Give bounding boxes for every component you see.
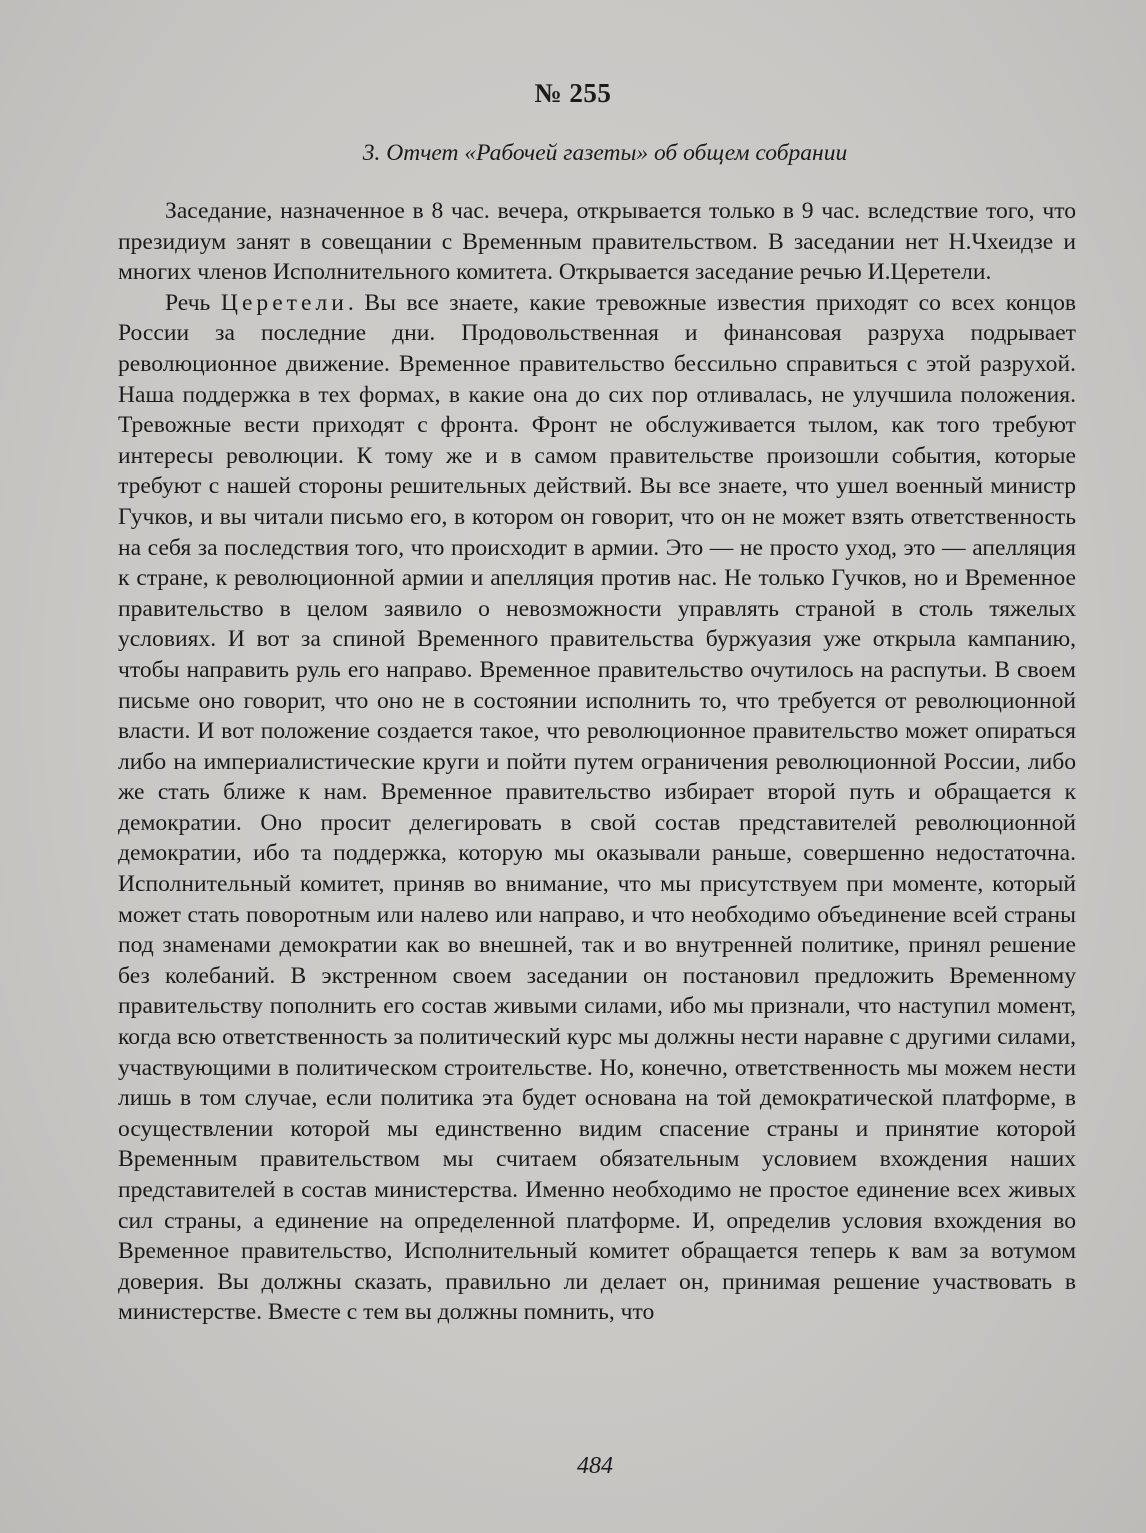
paragraph-2-intro: Речь	[165, 289, 211, 316]
document-subtitle: 3. Отчет «Рабочей газеты» об общем собрании	[362, 140, 848, 166]
page-number: 484	[577, 1453, 613, 1479]
paragraph-2-text: . Вы все знаете, какие тревожные известия приходят со всех концов России за последние дни. Продовольственная и финансовая разруха подрывает революционное движение. Временное правительство бессильно справиться с этой разрухой. Наша поддержка в тех формах, в какие она до сих пор отливалась, не улучшила положения. Тревожные вести приходят с фронта. Фронт не обслуживается тылом, как того требуют интересы революции. К тому же и в самом правительстве произошли события, которые требуют с нашей стороны решительных действий. Вы все знаете, что ушел военный министр Гучков, и вы читали письмо его, в котором он говорит, что он не может взять ответственность на себя за последствия того, что происходит в армии. Это — не просто уход, это — апелляция к стране, к революционной армии и апелляция против нас. Не только Гучков, но и Временное правительство в целом заявило о невозможности управлять страной в столь тяжелых условиях. И вот за спиной Временного правительства буржуазия уже открыла кампанию, чтобы направить руль его направо. Временное правительство очутилось на распутьи. В своем письме оно говорит, что оно не в состоянии исполнить то, что требуется от революционной власти. И вот положение создается такое, что революционное правительство может опираться либо на империалистические круги и пойти путем ограничения революционной России, либо же стать ближе к нам. Временное правительство избирает второй путь и обращается к демократии. Оно просит делегировать в свой состав представителей революционной демократии, ибо та поддержка, которую мы оказывали раньше, совершенно недостаточна. Исполнительный комитет, приняв во внимание, что мы присутствуем при моменте, который может стать поворотным или налево или направо, и что необходимо объединение всей страны под знаменами демократии как во внешней, так и во внутренней политике, принял решение без колебаний. В экстренном своем заседании он постановил предложить Временному правительству пополнить его состав живыми силами, ибо мы признали, что наступил момент, когда всю ответственность за политический курс мы должны нести наравне с другими силами, участвующими в политическом строительстве. Но, конечно, ответственность мы можем нести лишь в том случае, если политика эта будет основана на той демократической платформе, в осуществлении которой мы единственно видим спасение страны и принятие которой Временным правительством мы считаем обязательным условием вхождения наших представителей в состав министерства. Именно необходимо не простое единение всех живых сил страны, а единение на определенной платформе. И, определив условия вхождения во Временное правительство, Исполнительный комитет обращается теперь к вам за вотумом доверия. Вы должны сказать, правильно ли делает он, принимая решение участвовать в министерстве. Вместе с тем вы должны помнить, что	[118, 289, 1077, 1326]
paragraph-2	[118, 288, 1076, 1328]
document-body	[118, 196, 1076, 1328]
paragraph-1: Заседание, назначенное в 8 час. вечера, открывается только в 9 час. вследствие того, что президиум занят в совещании с Временным правительством. В заседании нет Н.Чхеидзе и многих членов Исполнительного комитета. Открывается заседание речью И.Церетели.	[118, 198, 1076, 286]
speaker-name: Церетели	[220, 289, 348, 316]
document-number: № 255	[534, 78, 612, 108]
